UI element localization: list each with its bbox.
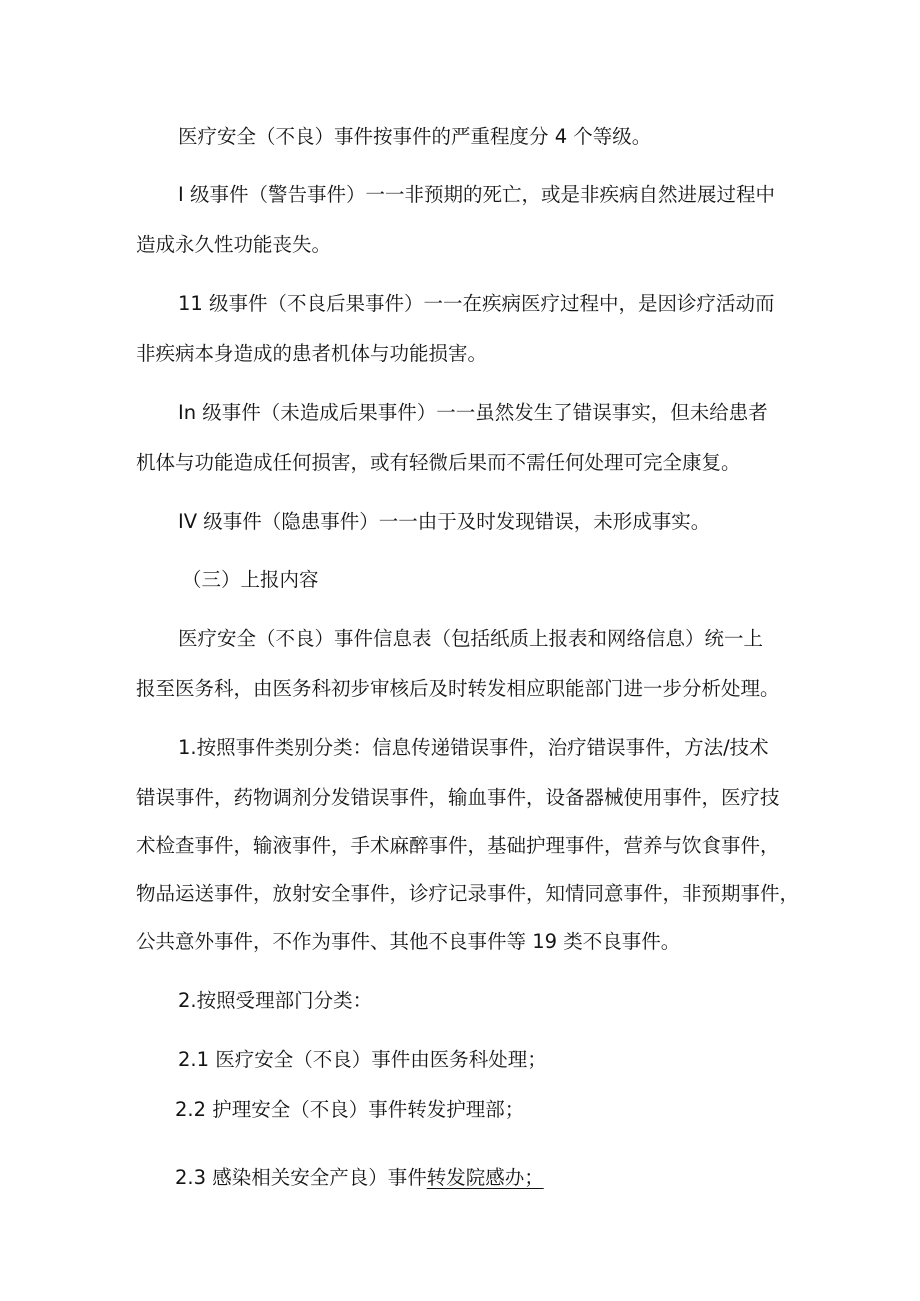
dept-item-3 (175, 1165, 544, 1191)
dept-item-3-underlined: 转发院感办； (426, 1166, 544, 1189)
dept-item-1: 2.1 医疗安全（不良）事件由医务科处理； (178, 1048, 547, 1071)
level2-line1: 11 级事件（不良后果事件）一一在疾病医疗过程中，是因诊疗活动而 (178, 292, 775, 315)
dept-item-3-prefix: 2.3 感染相关安全产良）事件 (175, 1166, 427, 1189)
level2-line2: 非疾病本身造成的患者机体与功能损害。 (136, 342, 488, 365)
report-line1: 医疗安全（不良）事件信息表（包括纸质上报表和网络信息）统一上 (178, 627, 764, 650)
level4-paragraph: IV 级事件（隐患事件）一一由于及时发现错误，未形成事实。 (178, 510, 711, 533)
dept-item-2: 2.2 护理安全（不良）事件转发护理部； (175, 1098, 525, 1121)
category-line1: 1.按照事件类别分类：信息传递错误事件，治疗错误事件，方法/技术 (178, 736, 769, 759)
section-heading: （三）上报内容 (182, 568, 319, 591)
report-line2: 报至医务科，由医务科初步审核后及时转发相应职能部门进一步分析处理。 (136, 677, 780, 700)
intro-paragraph: 医疗安全（不良）事件按事件的严重程度分 4 个等级。 (178, 125, 652, 148)
category-line2: 错误事件，药物调剂分发错误事件，输血事件，设备器械使用事件，医疗技 (136, 786, 780, 809)
dept-heading: 2.按照受理部门分类： (178, 989, 373, 1012)
level1-line1: I 级事件（警告事件）一一非预期的死亡，或是非疾病自然进展过程中 (178, 183, 775, 206)
level3-line2: 机体与功能造成任何损害，或有轻微后果而不需任何处理可完全康复。 (136, 451, 741, 474)
level3-line1: In 级事件（未造成后果事件）一一虽然发生了错误事实，但未给患者 (178, 401, 768, 424)
category-line4: 物品运送事件，放射安全事件，诊疗记录事件，知情同意事件，非预期事件， (136, 882, 800, 905)
category-line3: 术检查事件，输液事件，手术麻醉事件，基础护理事件，营养与饮食事件， (136, 834, 780, 857)
category-line5: 公共意外事件，不作为事件、其他不良事件等 19 类不良事件。 (136, 930, 681, 953)
level1-line2: 造成永久性功能丧失。 (136, 233, 332, 256)
